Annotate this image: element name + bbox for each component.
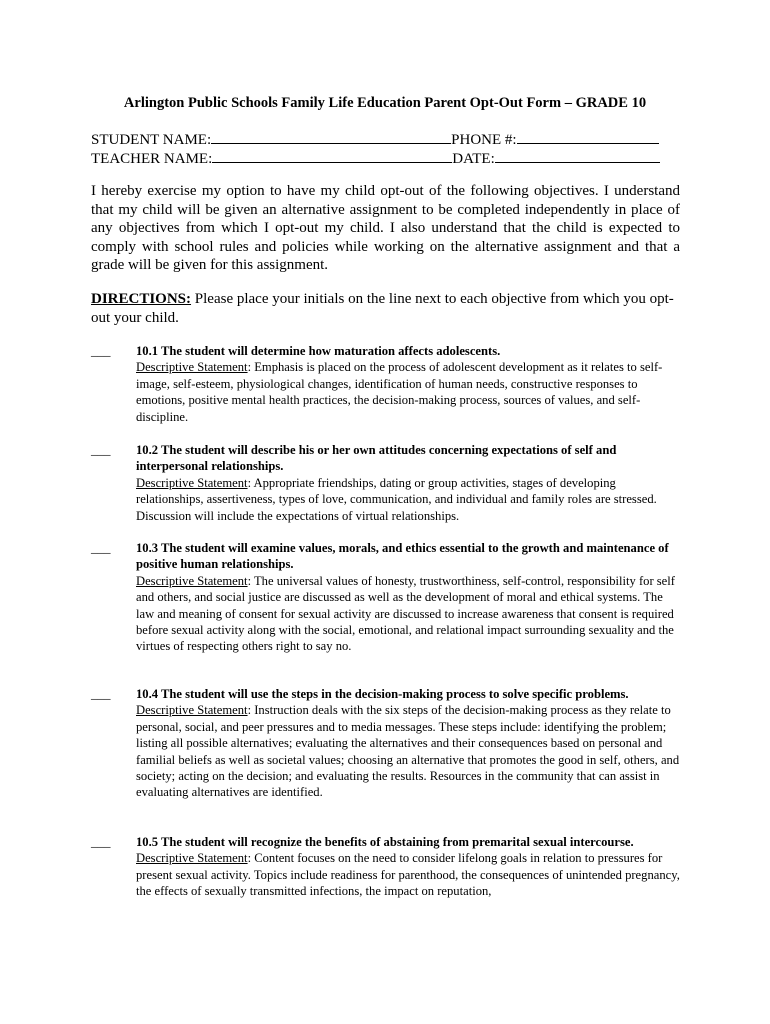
initials-blank[interactable]: ___: [91, 686, 111, 701]
teacher-name-label: TEACHER NAME:: [91, 151, 213, 167]
descriptive-statement-text: : Emphasis is placed on the process of adolescent development as it relates to self-image, self-esteem, physiological changes, identification of human needs, constructive responses to emotions, positive mental health practices, the decision-making process, sources of values, and self-discipline.: [136, 360, 663, 424]
directions-paragraph: [91, 290, 680, 327]
descriptive-statement-text: : Instruction deals with the six steps of the decision-making process as they relate to personal, social, and peer pressures and to media messages. These steps include: identifying the problem; listing all possible alternatives; evaluating the alternatives and their consequences based on personal and familial beliefs as well as societal values; choosing an alternative that promotes the good in self, others, and society; acting on the decision; and evaluating the results. Resources in the community that can assist in evaluating alternatives are identified.: [136, 703, 680, 800]
student-name-label: STUDENT NAME:: [91, 132, 212, 148]
objective-body: [136, 343, 684, 425]
descriptive-statement-label: Descriptive Statement: [136, 360, 248, 375]
objective-body: [136, 540, 684, 655]
descriptive-statement-text: : The universal values of honesty, trustworthiness, self-control, responsibility for self and others, and social justice are discussed as well as the development of moral and ethical systems. The law and meaning of consent for sexual activity are discussed to increase awareness that consent is required before sexual activity along with the social, emotional, and relational impact surrounding sexuality and the virtues of respecting others right to say no.: [136, 573, 675, 654]
objective-heading: 10.5 The student will recognize the benefits of abstaining from premarital sexual intercourse.: [136, 835, 634, 849]
directions-label: DIRECTIONS:: [91, 291, 192, 307]
objective-description: [136, 850, 684, 899]
objective-heading: 10.4 The student will use the steps in the decision-making process to solve specific problems.: [136, 687, 629, 701]
objective-heading: 10.2 The student will describe his or her own attitudes concerning expectations of self and interpersonal relationships.: [136, 443, 617, 474]
objective-heading: 10.1 The student will determine how maturation affects adolescents.: [136, 344, 501, 358]
intro-paragraph: I hereby exercise my option to have my child opt-out of the following objectives. I understand that my child will be given an alternative assignment to be completed independently in place of any objectives from which I opt-out my child. I also understand that the child is expected to comply with school rules and policies while working on the alternative assignment and that a grade will be given for this assignment.: [91, 183, 680, 274]
form-fields: [91, 129, 660, 167]
directions-text: Please place your initials on the line next to each objective from which you opt-out your child.: [91, 291, 674, 326]
descriptive-statement-label: Descriptive Statement: [136, 475, 248, 490]
date-field[interactable]: [495, 148, 660, 163]
descriptive-statement-text: : Content focuses on the need to consider lifelong goals in relation to pressures for present sexual activity. Topics include readiness for parenthood, the consequences of unintended pregnancy, the effects of sexually transmitted infections, the impact on reputation,: [136, 851, 680, 899]
objective-description: [136, 359, 684, 425]
date-label: DATE:: [452, 151, 495, 167]
objective-description: [136, 475, 684, 524]
objective-description: [136, 702, 684, 800]
initials-blank[interactable]: ___: [91, 540, 111, 555]
objective-body: [136, 442, 684, 524]
descriptive-statement-text: : Appropriate friendships, dating or group activities, stages of developing relationships, assertiveness, types of love, communication, and individual and family roles are stressed. Discussion will include the expectations of virtual relationships.: [136, 475, 657, 523]
initials-blank[interactable]: ___: [91, 343, 111, 358]
student-phone-row: [91, 129, 660, 148]
phone-field[interactable]: [517, 129, 659, 144]
teacher-date-row: [91, 148, 660, 167]
teacher-name-field[interactable]: [212, 148, 452, 163]
objective-body: [136, 686, 684, 801]
descriptive-statement-label: Descriptive Statement: [136, 703, 248, 718]
descriptive-statement-label: Descriptive Statement: [136, 851, 248, 866]
objective-body: [136, 834, 684, 900]
initials-blank[interactable]: ___: [91, 834, 111, 849]
objective-heading: 10.3 The student will examine values, morals, and ethics essential to the growth and maintenance of positive human relationships.: [136, 541, 669, 572]
initials-blank[interactable]: ___: [91, 442, 111, 457]
form-title: Arlington Public Schools Family Life Education Parent Opt-Out Form – GRADE 10: [123, 95, 647, 111]
descriptive-statement-label: Descriptive Statement: [136, 573, 248, 588]
phone-label: PHONE #:: [451, 132, 517, 148]
student-name-field[interactable]: [211, 129, 451, 144]
objective-description: [136, 573, 684, 655]
